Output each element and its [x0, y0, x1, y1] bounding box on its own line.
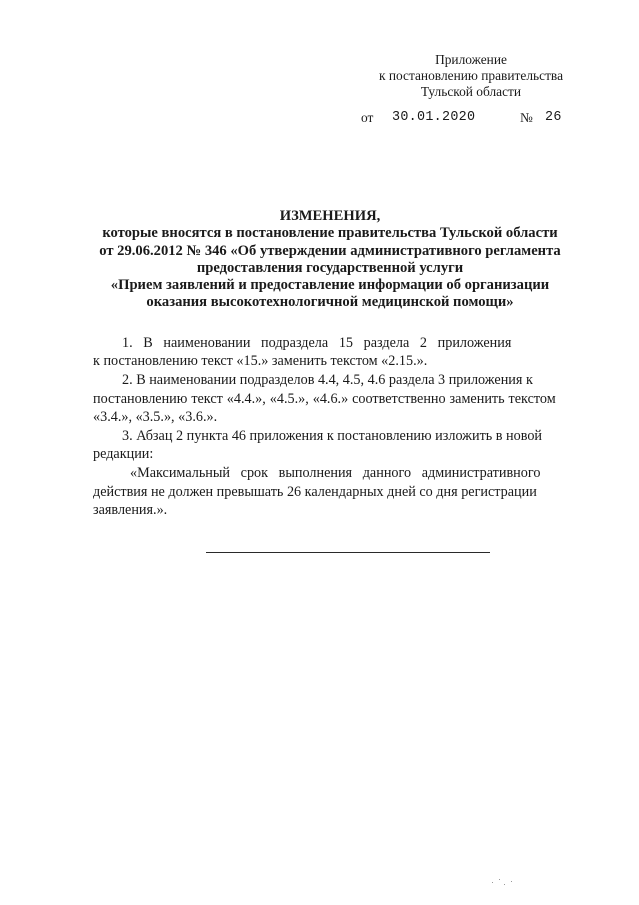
annex-header — [330, 52, 612, 100]
item-1 — [93, 334, 598, 370]
heading-line: оказания высокотехнологичной медицинской помощи» — [146, 294, 514, 311]
item-3-line-2: редакции: — [93, 446, 154, 463]
annex-label: Приложение — [435, 52, 507, 67]
end-separator-line — [206, 552, 490, 553]
annex-decree-ref: к постановлению правительства — [378, 68, 564, 83]
decree-date-line — [361, 110, 601, 128]
item-1-rest: к постановлению текст «15.» заменить текстом «2.15.». — [93, 353, 428, 370]
date-from-label: от — [361, 110, 374, 125]
scan-artifact — [490, 876, 520, 888]
item-2-first-line: 2. В наименовании подразделов 4.4, 4.5, 4.6 раздела 3 приложения к — [122, 372, 533, 389]
item-2-line-2: постановлению текст «4.4.», «4.5.», «4.6.» соответственно заменить текстом — [93, 390, 556, 407]
item-2 — [93, 371, 598, 426]
decree-date: 30.01.2020 — [392, 110, 476, 125]
quote-line-3: заявления.». — [93, 501, 168, 518]
quoted-text — [93, 464, 598, 519]
heading-line: от 29.06.2012 № 346 «Об утверждении административного регламента — [99, 242, 561, 259]
heading-line: предоставления государственной услуги — [196, 259, 464, 276]
item-2-line-3: «3.4.», «3.5.», «3.6.». — [93, 408, 218, 425]
heading-line: которые вносятся в постановление правительства Тульской области — [102, 225, 558, 242]
annex-region: Тульской области — [420, 84, 522, 99]
document-heading — [60, 208, 600, 312]
quote-first-line: «Максимальный срок выполнения данного административного — [130, 465, 541, 482]
item-3 — [93, 427, 598, 463]
number-label: № — [520, 110, 533, 125]
item-1-first-line: 1. В наименовании подраздела 15 раздела 2 приложения — [122, 335, 512, 351]
document-body — [93, 334, 598, 519]
quote-line-2: действия не должен превышать 26 календарных дней со дня регистрации — [93, 483, 537, 500]
heading-title: ИЗМЕНЕНИЯ, — [279, 208, 381, 224]
decree-number: 26 — [545, 110, 562, 125]
heading-line: «Прием заявлений и предоставление информации об организации — [110, 277, 550, 294]
item-3-first-line: 3. Абзац 2 пункта 46 приложения к постановлению изложить в новой — [122, 428, 543, 445]
